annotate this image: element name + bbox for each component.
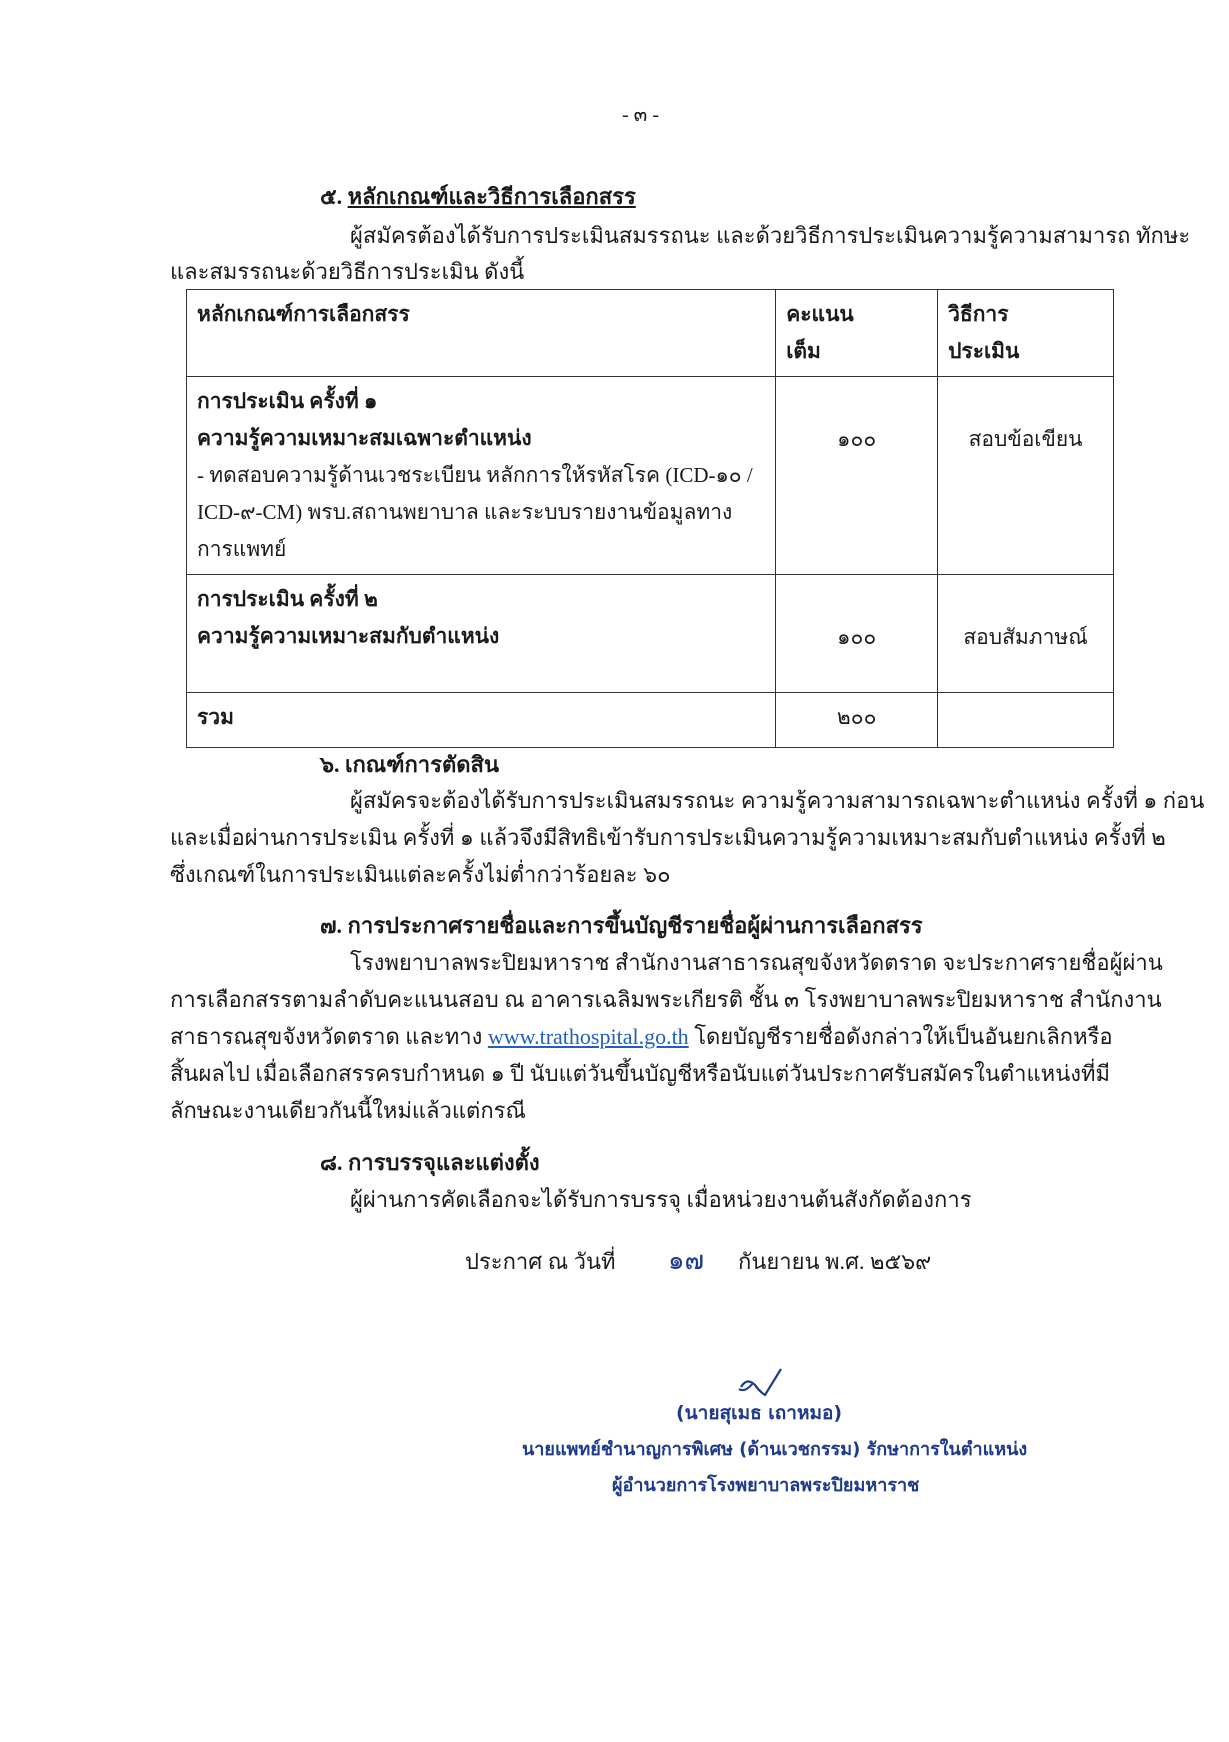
section-6-line1: ผู้สมัครจะต้องได้รับการประเมินสมรรถนะ ความรู้ความสามารถเฉพาะตำแหน่ง ครั้งที่ ๑ ก่อน: [350, 788, 1205, 813]
section-7-line2: การเลือกสรรตามลำดับคะแนนสอบ ณ อาคารเฉลิมพระเกียรติ ชั้น ๓ โรงพยาบาลพระปิยมหาราช สำนักงาน: [170, 987, 1162, 1012]
section-7-line4: สิ้นผลไป เมื่อเลือกสรรครบกำหนด ๑ ปี นับแต่วันขึ้นบัญชีหรือนับแต่วันประกาศรับสมัครในตำแหน่งที่มี: [170, 1061, 1110, 1086]
row2-score: ๑๐๐: [776, 575, 938, 693]
hospital-website-link[interactable]: www.trathospital.go.th: [487, 1024, 689, 1049]
section-8-heading: ๘. การบรรจุและแต่งตั้ง: [320, 1150, 540, 1175]
row1-detail-line2: ICD-๙-CM) พรบ.สถานพยาบาล และระบบรายงานข้อมูลทาง: [197, 500, 733, 524]
row2-method: สอบสัมภาษณ์: [938, 575, 1114, 693]
section-5-para-line1: ผู้สมัครต้องได้รับการประเมินสมรรถนะ และด้วยวิธีการประเมินความรู้ความสามารถ ทักษะ: [350, 223, 1191, 248]
signer-position: นายแพทย์ชำนาญการพิเศษ (ด้านเวชกรรม) รักษาการในตำแหน่ง: [522, 1439, 1028, 1460]
section-7-line5: ลักษณะงานเดียวกันนี้ใหม่แล้วแต่กรณี: [170, 1098, 526, 1123]
total-method: [938, 693, 1114, 748]
section-7-line3: [170, 1018, 1113, 1056]
row1-subtitle: ความรู้ความเหมาะสมเฉพาะตำแหน่ง: [197, 426, 532, 450]
row2-criteria: [187, 575, 776, 693]
announcement-day-handwritten: ๑๗: [668, 1246, 705, 1276]
announcement-date-suffix: กันยายน พ.ศ. ๒๕๖๙: [738, 1249, 932, 1274]
section-8-line1: ผู้ผ่านการคัดเลือกจะได้รับการบรรจุ เมื่อหน่วยงานต้นสังกัดต้องการ: [350, 1187, 972, 1212]
row1-method: สอบข้อเขียน: [938, 377, 1114, 575]
header-full-score-line1: คะแนน: [786, 302, 854, 326]
row2-title: การประเมิน ครั้งที่ ๒: [197, 587, 378, 611]
section-5-title: หลักเกณฑ์และวิธีการเลือกสรร: [347, 184, 636, 209]
criteria-table: [186, 289, 1114, 748]
announcement-date-prefix: ประกาศ ณ วันที่: [465, 1249, 616, 1274]
header-method: [938, 290, 1114, 377]
header-full-score: [776, 290, 938, 377]
row1-detail-line1: - ทดสอบความรู้ด้านเวชระเบียน หลักการให้รหัสโรค (ICD-๑๐ /: [197, 463, 753, 487]
section-7-line3-post: โดยบัญชีรายชื่อดังกล่าวให้เป็นอันยกเลิกหรือ: [694, 1024, 1113, 1049]
section-5-number: ๕.: [320, 184, 343, 209]
header-criteria: หลักเกณฑ์การเลือกสรร: [187, 290, 776, 377]
table-total-row: [187, 693, 1114, 748]
signer-name: (นายสุเมธ เถาหมอ): [676, 1402, 843, 1424]
row1-detail-line3: การแพทย์: [197, 537, 287, 561]
section-6-heading: ๖. เกณฑ์การตัดสิน: [320, 752, 500, 777]
page-number: - ๓ -: [622, 104, 659, 126]
section-6-line2: และเมื่อผ่านการประเมิน ครั้งที่ ๑ แล้วจึงมีสิทธิเข้ารับการประเมินความรู้ความเหมาะสมกับตำแหน่ง ครั้งที่ ๒: [170, 825, 1166, 850]
section-7-line3-pre: สาธารณสุขจังหวัดตราด และทาง: [170, 1024, 483, 1049]
header-method-line1: วิธีการ: [948, 302, 1009, 326]
table-row: [187, 377, 1114, 575]
row1-score: ๑๐๐: [776, 377, 938, 575]
row2-subtitle: ความรู้ความเหมาะสมกับตำแหน่ง: [197, 624, 500, 648]
signer-title: ผู้อำนวยการโรงพยาบาลพระปิยมหาราช: [612, 1475, 920, 1496]
section-6-line3: ซึ่งเกณฑ์ในการประเมินแต่ละครั้งไม่ต่ำกว่าร้อยละ ๖๐: [170, 862, 671, 887]
section-5-heading: [320, 178, 636, 216]
total-score: ๒๐๐: [776, 693, 938, 748]
total-label: รวม: [187, 693, 776, 748]
section-5-para-line2: และสมรรถนะด้วยวิธีการประเมิน ดังนี้: [170, 259, 525, 284]
header-method-line2: ประเมิน: [948, 339, 1020, 363]
section-7-heading: ๗. การประกาศรายชื่อและการขึ้นบัญชีรายชื่อผู้ผ่านการเลือกสรร: [320, 913, 923, 938]
header-full-score-line2: เต็ม: [786, 339, 821, 363]
section-7-line1: โรงพยาบาลพระปิยมหาราช สำนักงานสาธารณสุขจังหวัดตราด จะประกาศรายชื่อผู้ผ่าน: [350, 950, 1163, 975]
table-row: [187, 575, 1114, 693]
row1-criteria: [187, 377, 776, 575]
row1-title: การประเมิน ครั้งที่ ๑: [197, 389, 378, 413]
table-header-row: [187, 290, 1114, 377]
